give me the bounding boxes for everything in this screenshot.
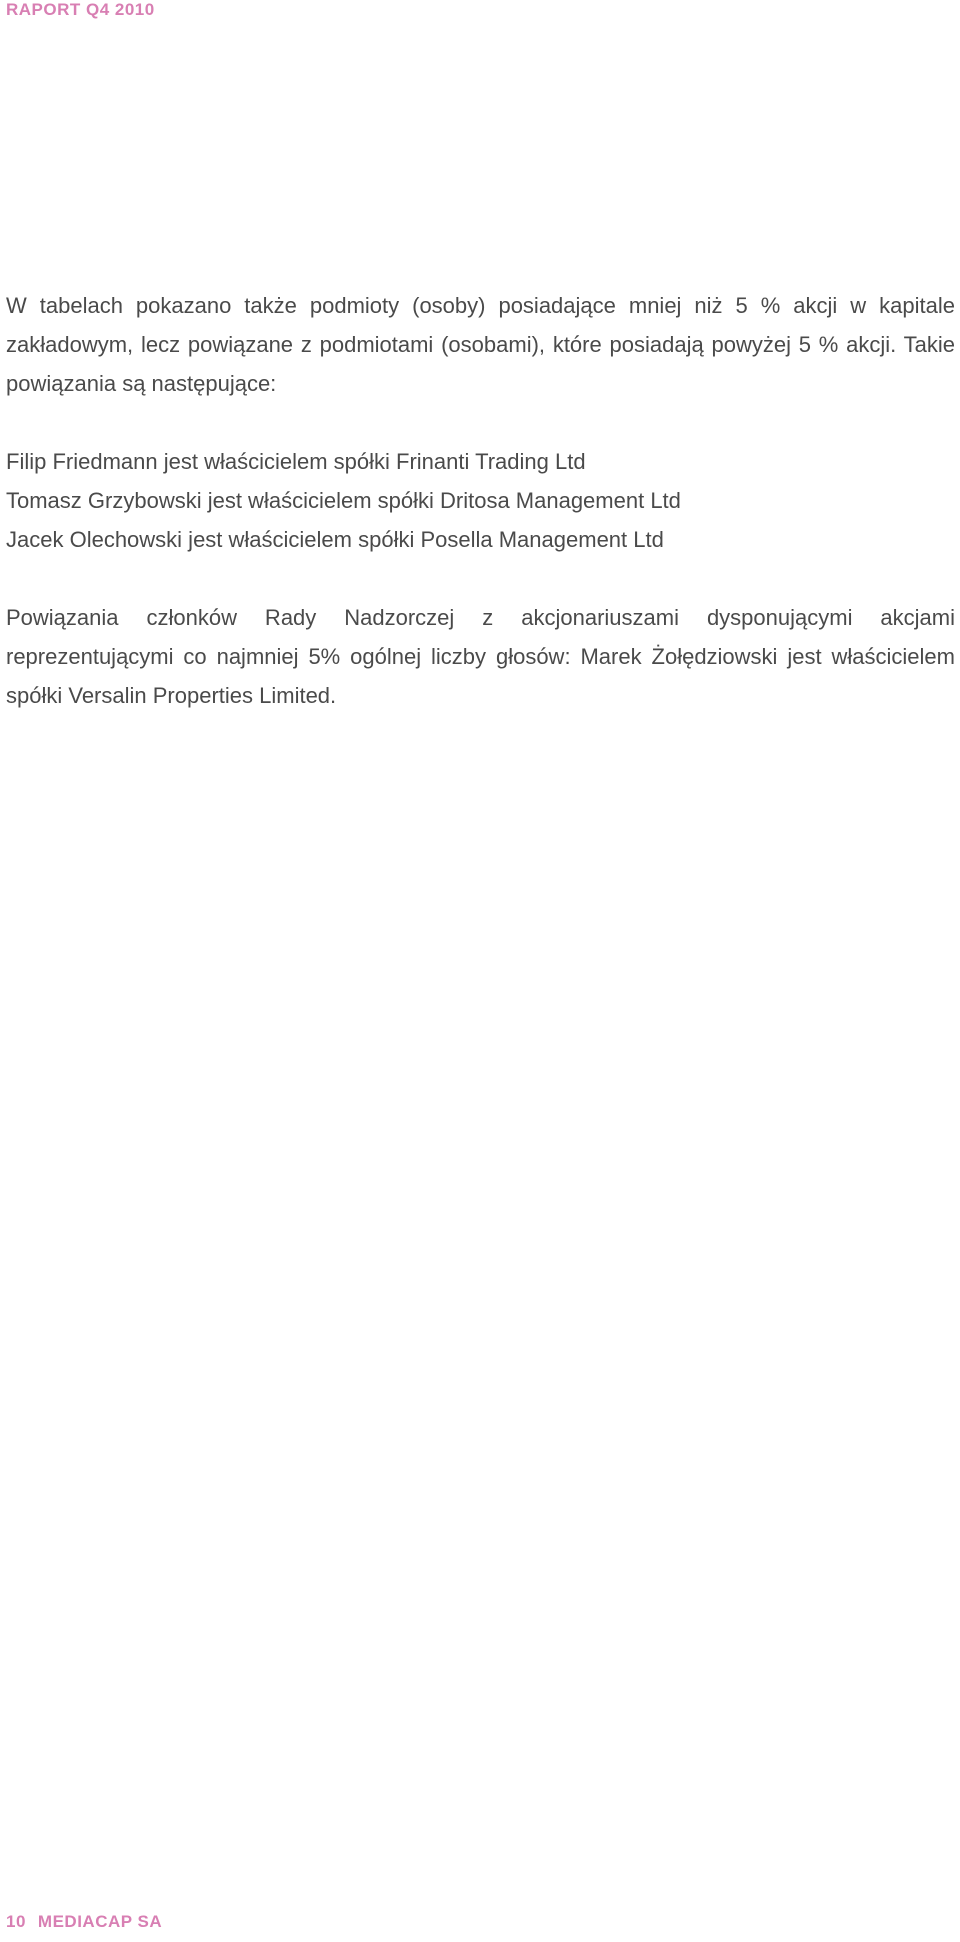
page-number: 10 [6,1912,26,1931]
page-header: RAPORT Q4 2010 [6,0,155,19]
intro-paragraph: W tabelach pokazano także podmioty (osoby) posiadające mniej niż 5 % akcji w kapitale zakładowym, lecz powiązane z podmiotami (osobami), które posiadają powyżej 5 % akcji. Takie powiązania są następujące: [6,293,955,396]
board-relations-paragraph: Powiązania członków Rady Nadzorczej z akcjonariuszami dysponującymi akcjami reprezentującymi co najmniej 5% ogólnej liczby głosów: Marek Żołędziowski jest właścicielem spółki Versalin Properties Limited. [6,605,955,708]
relation-item: Tomasz Grzybowski jest właścicielem spółki Dritosa Management Ltd [6,488,681,513]
relations-list [6,442,955,559]
document-body [6,286,955,715]
relation-item: Jacek Olechowski jest właścicielem spółki Posella Management Ltd [6,527,664,552]
page-footer [6,1912,162,1932]
company-name: MEDIACAP SA [37,1912,163,1931]
relation-item: Filip Friedmann jest właścicielem spółki Frinanti Trading Ltd [6,449,586,474]
